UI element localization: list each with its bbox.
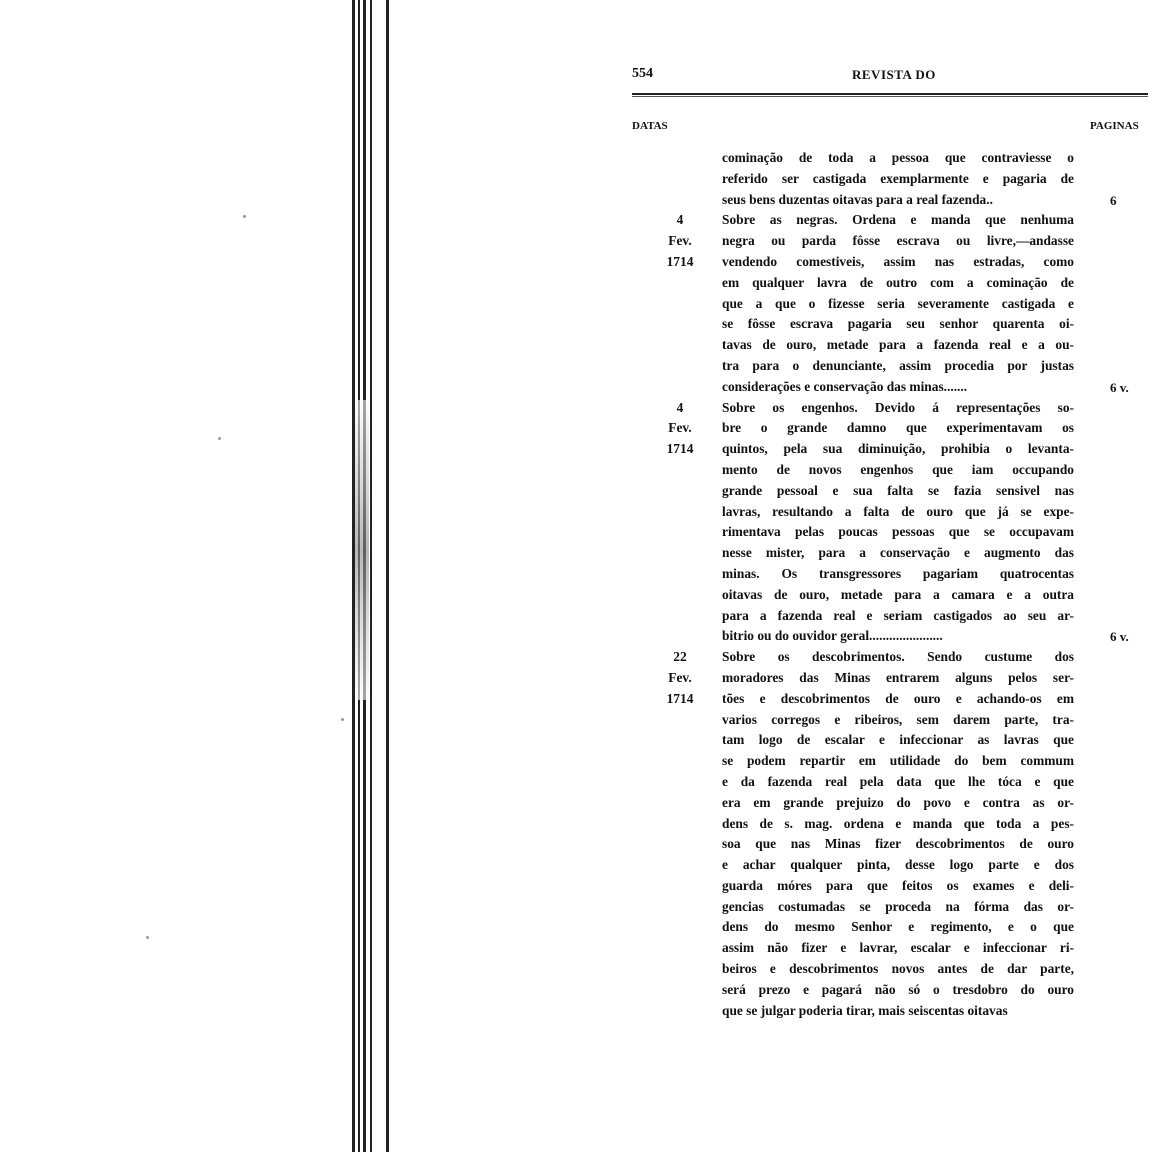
text-line: gencias costumadas se proceda na fórma das or-: [722, 898, 1074, 914]
page-reference: 6 v.: [1110, 379, 1129, 395]
text-line: em qualquer lavra de outro com a cominação de: [722, 274, 1074, 290]
body-text: [722, 148, 1074, 1021]
text-line: grande pessoal e sua falta se fazia sensivel nas: [722, 482, 1074, 498]
text-line: que se julgar poderia tirar, mais seiscentas oitavas: [722, 1002, 1008, 1018]
text-line: bitrio ou do ouvidor geral......................: [722, 628, 943, 644]
text-line: era em grande prejuizo do povo e contra as or-: [722, 794, 1074, 810]
text-line: será prezo e pagará não só o tresdobro do ouro: [722, 981, 1074, 997]
entry-date: Fev.: [668, 420, 692, 436]
text-line: cominação de toda a pessoa que contraviesse o: [722, 150, 1074, 165]
text-line: referido ser castigada exemplarmente e pagaria de: [722, 170, 1074, 186]
text-line: moradores das Minas entrarem alguns pelos ser-: [722, 669, 1074, 685]
text-line: tam logo de escalar e infeccionar as lavras que: [722, 732, 1074, 748]
text-line: oitavas de ouro, metade para a camara e a outra: [722, 586, 1074, 602]
text-line: lavras, resultando a falta de ouro que já se expe-: [722, 503, 1074, 519]
text-line: nesse mister, para a conservação e augmento das: [722, 545, 1074, 561]
text-line: considerações e conservação das minas.......: [722, 378, 968, 394]
text-line: seus bens duzentas oitavas para a real fazenda..: [722, 191, 993, 207]
text-line: dens do mesmo Senhor e regimento, e o que: [722, 919, 1074, 935]
text-line: tavas de ouro, metade para a fazenda real e a ou-: [722, 337, 1074, 353]
text-line: tra para o denunciante, assim procedia por justas: [722, 357, 1074, 373]
text-line: quintos, pela sua diminuição, prohibia o levanta-: [722, 441, 1074, 457]
text-line: para a fazenda real e seriam castigados ao seu ar-: [722, 607, 1074, 623]
page-number: 554: [632, 66, 653, 81]
entry-date: 4: [676, 399, 684, 415]
entry-date: 22: [673, 649, 687, 665]
text-line: bre o grande damno que experimentavam os: [722, 420, 1074, 436]
entry-date: Fev.: [668, 670, 692, 685]
text-line: Sobre as negras. Ordena e manda que nenhuma: [722, 212, 1074, 228]
text-line: e da fazenda real pela data que lhe tóca e que: [722, 773, 1074, 789]
text-line: tões e descobrimentos de ouro e achando-os em: [722, 690, 1074, 706]
text-line: Sobre os descobrimentos. Sendo custume dos: [722, 649, 1074, 665]
text-line: Sobre os engenhos. Devido á representações so-: [722, 399, 1074, 415]
binding-gutter: [350, 0, 395, 1152]
speck: [341, 718, 344, 721]
text-line: soa que nas Minas fizer descobrimentos de ouro: [722, 836, 1074, 852]
header-rule: [632, 93, 1148, 97]
entry-date: 1714: [666, 254, 694, 269]
text-line: mento de novos engenhos que iam occupando: [722, 461, 1074, 477]
text-line: minas. Os transgressores pagariam quatrocentas: [722, 565, 1074, 581]
speck: [218, 437, 221, 440]
text-line: vendendo comestiveis, assim nas estradas, como: [722, 253, 1074, 269]
text-line: que a que o fizesse seria severamente castigada e: [722, 295, 1074, 311]
text-line: e achar qualquer pinta, desse logo parte e dos: [722, 857, 1074, 873]
page-reference: 6 v.: [1110, 629, 1129, 645]
text-line: assim não fizer e lavrar, escalar e infeccionar ri-: [722, 940, 1074, 956]
text-line: dens de s. mag. ordena e manda que toda a pes-: [722, 815, 1074, 831]
speck: [146, 936, 149, 939]
column-heading-pages: PAGINAS: [1090, 120, 1139, 132]
text-line: guarda móres para que feitos os exames e deli-: [722, 877, 1074, 893]
entry-date: 1714: [666, 690, 694, 706]
page-header: [632, 66, 1148, 88]
running-title: REVISTA DO: [852, 67, 936, 82]
text-line: se fôsse escrava pagaria seu senhor quarenta oi-: [722, 316, 1074, 332]
entry-date: 1714: [666, 441, 694, 457]
text-line: se podem repartir em utilidade do bem commum: [722, 753, 1074, 769]
speck: [243, 215, 246, 218]
text-line: beiros e descobrimentos novos antes de dar parte,: [722, 961, 1074, 977]
text-line: negra ou parda fôsse escrava ou livre,—andasse: [722, 233, 1074, 249]
column-heading-dates: DATAS: [632, 120, 668, 132]
entry-date: Fev.: [668, 233, 692, 249]
page-reference: 6: [1110, 192, 1117, 208]
text-line: rimentava pelas poucas pessoas que se occupavam: [722, 524, 1074, 540]
entry-date: 4: [676, 212, 684, 228]
text-line: varios corregos e ribeiros, sem darem parte, tra-: [722, 711, 1074, 727]
